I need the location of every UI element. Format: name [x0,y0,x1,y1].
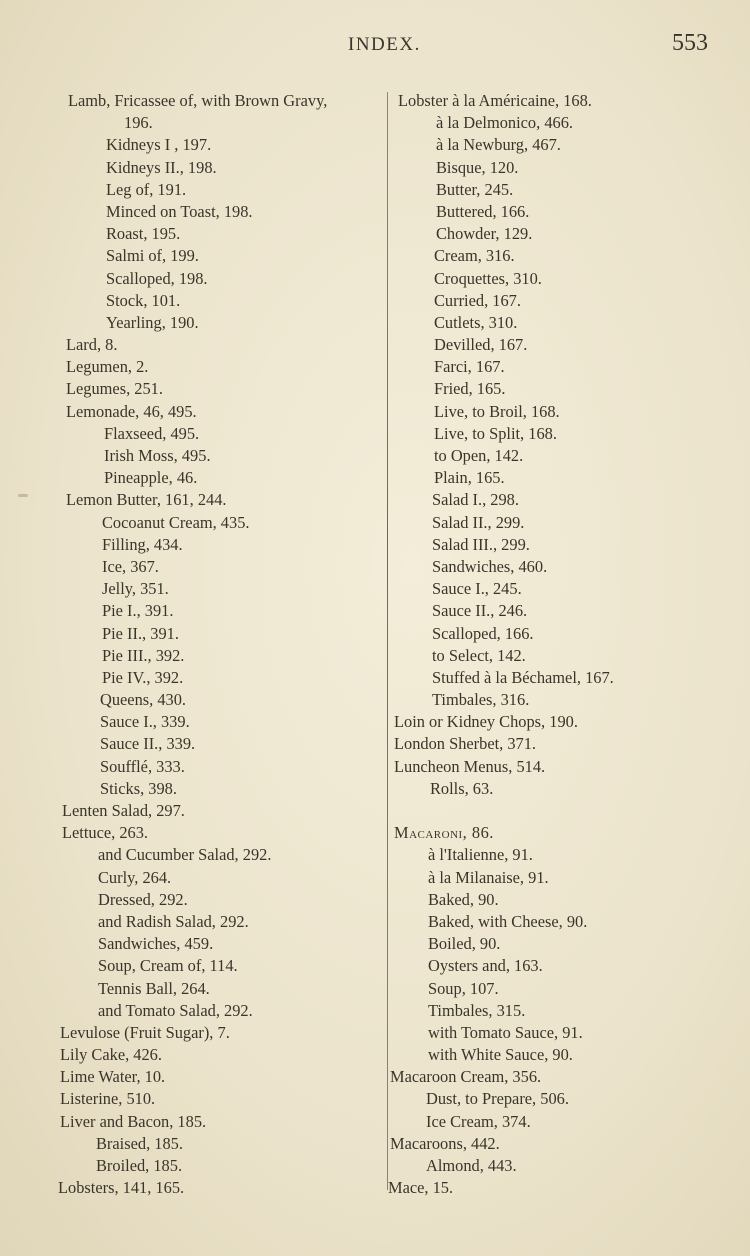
index-entry: Baked, with Cheese, 90. [428,911,588,931]
index-entry: Plain, 165. [434,468,505,488]
index-entry: Salad I., 298. [432,490,519,510]
index-entry: Rolls, 63. [430,778,494,798]
running-head: INDEX. [348,34,421,55]
index-entry: 196. [124,113,153,133]
index-entry: à la Milanaise, 91. [428,867,549,887]
index-entry: Pie IV., 392. [102,667,184,687]
index-entry: Soup, 107. [428,978,499,998]
index-entry: Pie III., 392. [102,645,185,665]
index-entry: Live, to Broil, 168. [434,401,560,421]
index-entry: à la Newburg, 467. [436,135,561,155]
index-entry: to Select, 142. [432,645,526,665]
index-entry: with White Sauce, 90. [428,1045,573,1065]
index-entry: Jelly, 351. [102,579,169,599]
index-entry: Filling, 434. [102,534,183,554]
index-entry: Lobster à la Américaine, 168. [398,91,592,110]
index-entry: Roast, 195. [106,224,181,244]
index-entry: Minced on Toast, 198. [106,201,253,221]
index-entry: Queens, 430. [100,690,187,710]
index-entry: with Tomato Sauce, 91. [428,1022,583,1042]
index-entry: Yearling, 190. [106,312,199,332]
index-entry: Lobsters, 141, 165. [58,1178,185,1198]
index-entry: Lenten Salad, 297. [62,801,185,820]
index-entry: Irish Moss, 495. [104,446,211,465]
index-entry: Curly, 264. [98,867,172,887]
index-entry: Boiled, 90. [428,934,501,954]
index-entry: Almond, 443. [426,1156,517,1175]
index-entry: Tennis Ball, 264. [98,978,210,998]
index-entry: and Cucumber Salad, 292. [98,845,272,865]
index-entry: Broiled, 185. [96,1156,183,1175]
index-entry: Salad III., 299. [432,534,530,554]
index-entry: Lemonade, 46, 495. [66,401,197,421]
index-entry: Lily Cake, 426. [60,1045,162,1065]
index-entry: Cocoanut Cream, 435. [102,512,250,532]
index-entry: London Sherbet, 371. [394,734,537,754]
index-entry: Cream, 316. [434,246,515,266]
index-entry: Legumes, 251. [66,379,163,399]
index-entry: Timbales, 315. [428,1000,526,1020]
index-entry: Timbales, 316. [432,690,530,710]
index-entry: Salad II., 299. [432,512,525,532]
index-entry: Macaroni, 86. [394,823,494,843]
index-entry: Salmi of, 199. [106,246,199,266]
index-entry: Ice, 367. [102,556,159,576]
index-entry: Levulose (Fruit Sugar), 7. [60,1022,230,1042]
index-entry: Lettuce, 263. [62,823,149,843]
index-entry: Stuffed à la Béchamel, 167. [432,667,614,687]
index-entry: to Open, 142. [434,446,524,465]
index-entry: Lime Water, 10. [60,1067,166,1087]
index-entry: Leg of, 191. [106,179,187,199]
index-entry: Sauce I., 245. [432,579,522,599]
index-entry: Scalloped, 198. [106,268,208,288]
index-entry: Pie I., 391. [102,601,174,621]
page-number: 553 [672,30,708,56]
index-entry: Sauce I., 339. [100,712,190,732]
index-entry: Cutlets, 310. [434,312,518,332]
index-entry: Liver and Bacon, 185. [60,1111,207,1131]
index-entry: Sauce II., 339. [100,734,196,754]
index-entry: Dust, to Prepare, 506. [426,1089,569,1109]
index-entry: Live, to Split, 168. [434,423,557,443]
margin-mark [18,494,28,497]
index-entry: Listerine, 510. [60,1089,156,1109]
index-entry: Curried, 167. [434,290,521,310]
index-entry: Soup, Cream of, 114. [98,956,238,976]
index-entry: Macaroons, 442. [390,1133,500,1153]
index-column-left [58,90,388,1199]
index-entry: Butter, 245. [436,179,514,199]
index-entry: Sandwiches, 460. [432,556,548,576]
index-entry: Fried, 165. [434,379,506,399]
index-entry: Lemon Butter, 161, 244. [66,490,227,510]
index-entry: Braised, 185. [96,1133,183,1153]
index-entry: à la Delmonico, 466. [436,113,574,133]
index-entry: à l'Italienne, 91. [428,845,533,865]
index-entry: Pie II., 391. [102,623,179,643]
index-entry: Chowder, 129. [436,224,533,244]
index-entry: Buttered, 166. [436,201,530,221]
index-entry: Dressed, 292. [98,889,188,909]
index-entry: Macaroon Cream, 356. [390,1067,542,1087]
index-entry: Lamb, Fricassee of, with Brown Gravy, [68,91,328,110]
index-entry: Legumen, 2. [66,357,149,377]
index-entry: and Tomato Salad, 292. [98,1000,253,1020]
index-entry: Sauce II., 246. [432,601,528,621]
index-entry: Sticks, 398. [100,778,177,798]
index-entry: Luncheon Menus, 514. [394,756,546,776]
index-column-right [388,90,728,1199]
blank-line [388,800,728,822]
index-entry: Croquettes, 310. [434,268,542,288]
index-entry: Devilled, 167. [434,335,528,355]
index-entry: Scalloped, 166. [432,623,534,643]
index-entry: Stock, 101. [106,290,181,310]
index-entry: Flaxseed, 495. [104,423,200,443]
index-entry: Bisque, 120. [436,157,519,177]
index-entry: Soufflé, 333. [100,756,185,776]
index-entry: Lard, 8. [66,335,118,355]
index-entry: Sandwiches, 459. [98,934,214,954]
index-entry: Baked, 90. [428,889,499,909]
index-entry: Kidneys I , 197. [106,135,212,155]
index-entry: Loin or Kidney Chops, 190. [394,712,578,732]
index-entry: Kidneys II., 198. [106,157,217,177]
index-entry: Oysters and, 163. [428,956,543,976]
index-entry: Farci, 167. [434,357,505,377]
index-entry: Pineapple, 46. [104,468,198,488]
index-entry: and Radish Salad, 292. [98,911,249,931]
index-entry: Ice Cream, 374. [426,1111,531,1131]
index-entry: Mace, 15. [388,1178,454,1198]
